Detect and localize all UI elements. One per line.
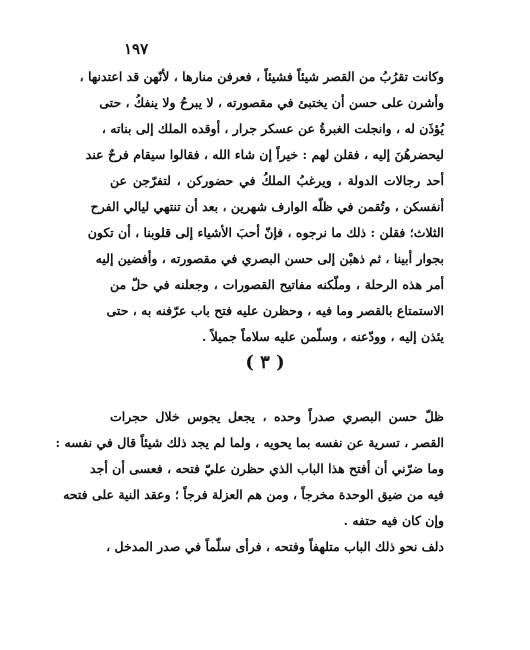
section-number: ( ٣ ): [245, 352, 285, 373]
text-line: ليحضرهُنَ إليه ، فقلن لهم : خيراً إن شاء الله ، فقالوا سيقام فرحٌ عند: [85, 147, 444, 162]
text-line: يئذن إليه ، وودّعنه ، وسلّمن عليه سلاماً جميلاً .: [202, 329, 444, 344]
text-line: الاستمتاع بالقصر وما فيه ، وحظرن عليه فتح باب عرّفنه به ، حتى: [106, 303, 444, 318]
text-line: يُؤذَن له ، وانجلت الغبرةُ عن عسكر جرار ، أوقده الملك إلى بناته ،: [101, 121, 444, 136]
text-line: فيه من ضيق الوحدة مخرجاً ، ومن هم العزلة فرجاً ؛ وعقد النية على فتحه: [63, 487, 444, 502]
text-line: أحد رجالات الدولة ، ويرغبُ الملكُ في حضوركن ، لتفرّجن عن: [110, 173, 444, 188]
page-number: ١٩٧: [124, 40, 149, 58]
text-line: وأشرن على حسن أن يختبئ في مقصورته ، لا يبرحُ ولا ينفكُ ، حتى: [99, 95, 444, 110]
text-line: القصر ، تسرية عن نفسه بما يحويه ، ولما لم يجد ذلك شيئاً قال في نفسه :: [55, 435, 444, 450]
paragraph-1: [79, 64, 444, 350]
text-line: ظلّ حسن البصري صدراً وحده ، يجعل يجوس خلال حجرات: [110, 409, 444, 424]
text-line: أنفسكن ، وتُقمن في ظلّه الوارف شهرين ، بعد أن تنتهي ليالي الفرح: [90, 199, 444, 214]
text-line: أمر هذه الرحلة ، وملّكنه مفاتيح القصورات ، وجعلنه في حلّ من: [110, 277, 444, 292]
text-line: دلف نحو ذلك الباب متلهفاً وفتحه ، فرأى سلّماً في صدر المدخل ،: [106, 539, 444, 554]
text-line: الثلاث؛ فقلن : ذلك ما نرجوه ، فإنّ أحبَ الأشياء إلى قلوبنا ، أن تكون: [87, 225, 444, 240]
text-line: بجوار أبينا ، ثم ذهبْن إلى حسن البصري في مقصورته ، وأفضين إليه: [95, 251, 444, 266]
paragraph-2: [55, 404, 444, 560]
text-line: وكانت تقرُبُ من القصر شيئاً فشيئاً ، فعرفن منارها ، لأنّهن قد اعتدنها ،: [79, 69, 444, 84]
text-line: وإن كان فيه حتفه .: [343, 513, 444, 528]
text-line: وما ضرّني أن أفتح هذا الباب الذي حظرن عليّ فتحه ، فعسى أن أجد: [90, 461, 444, 476]
